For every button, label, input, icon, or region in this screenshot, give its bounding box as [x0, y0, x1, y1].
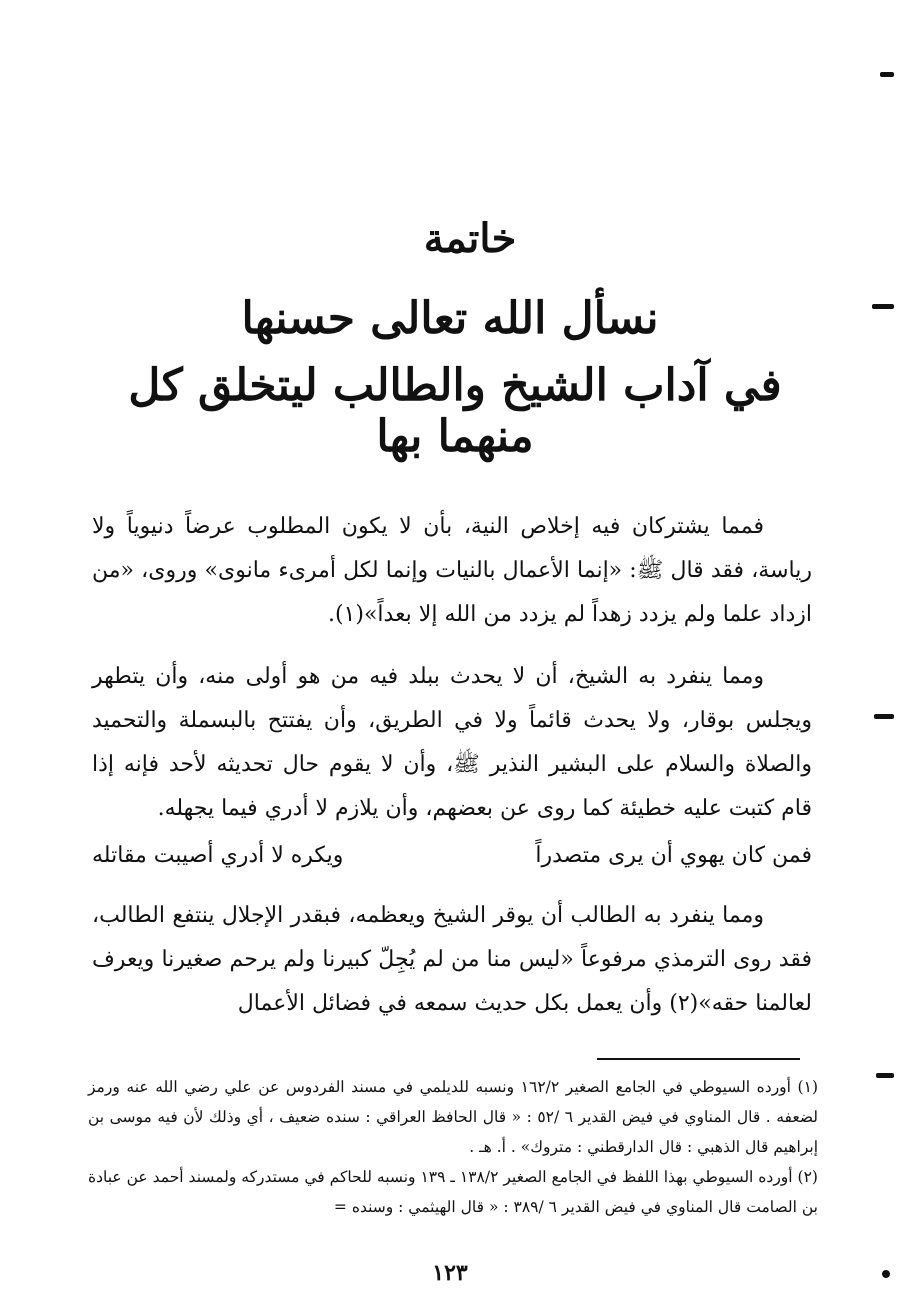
- page-number: ١٢٣: [432, 1260, 468, 1286]
- paragraph-student-etiquette: [92, 894, 812, 1026]
- chapter-title: خاتمة: [423, 215, 517, 262]
- paragraph-intention: [92, 505, 812, 637]
- paragraph-text: فمما يشتركان فيه إخلاص النية، بأن لا يكون المطلوب عرضاً دنيوياً ولا رياسة، فقد قال ﷺ: «إنما الأعمال بالنيات وإنما لكل أمرىء مانوى» وروى، «من ازداد علما ولم يزدد زهداً لم يزدد من الله إلا بعداً»(١).: [92, 514, 812, 627]
- verse-first-hemistich: فمن كان يهوي أن يرى متصدراً: [535, 843, 812, 868]
- footnote-2: (٢) أورده السيوطي بهذا اللفظ في الجامع الصغير ١٣٨/٢ ـ ١٣٩ ونسبه للحاكم في مستدركه ولمسند أحمد عن عبادة بن الصامت قال المناوي في فيض القدير ٦ /٣٨٩ : « قال الهيثمي : وسنده =: [88, 1168, 818, 1216]
- footnotes: [88, 1072, 818, 1222]
- chapter-subtitle-line-2: في آداب الشيخ والطالب ليتخلق كل منهما بها: [128, 360, 782, 462]
- scan-edge-mark: [882, 1270, 890, 1278]
- scan-edge-mark: [874, 714, 894, 719]
- paragraph-text: ومما ينفرد به الشيخ، أن لا يحدث ببلد فيه من هو أولى منه، وأن يتطهر ويجلس بوقار، ولا يحدث قائماً ولا في الطريق، وأن يفتتح بالبسملة والتحميد والصلاة والسلام على البشير النذير ﷺ، وأن لا يقوم حال تحديثه لأحد فإنه إذا قام كتبت عليه خطيئة كما روى عن بعضهم، وأن يلازم لا أدري فيما يجهله.: [92, 664, 812, 821]
- paragraph-sheikh-etiquette: [92, 655, 812, 831]
- chapter-subtitle-line-1: نسأل الله تعالى حسنها: [241, 293, 659, 344]
- verse-second-hemistich: ويكره لا أدري أصيبت مقاتله: [92, 843, 344, 868]
- scan-edge-mark: [876, 1073, 894, 1078]
- paragraph-text: ومما ينفرد به الطالب أن يوقر الشيخ ويعظمه، فبقدر الإجلال ينتفع الطالب، فقد روى الترمذي مرفوعاً «ليس منا من لم يُجِلّ كبيرنا ولم يرحم صغيرنا ويعرف لعالمنا حقه»(٢) وأن يعمل بكل حديث سمعه في فضائل الأعمال: [92, 903, 812, 1016]
- footnote-separator: [597, 1058, 800, 1060]
- poetry-verse: [92, 834, 812, 878]
- scan-edge-mark: [880, 72, 894, 77]
- footnote-1: (١) أورده السيوطي في الجامع الصغير ١٦٢/٢ ونسبه للديلمي في مسند الفردوس عن علي رضي الله عنه ورمز لضعفه . قال المناوي في فيض القدير ٦ /٥٢ : « قال الحافظ العراقي : سنده ضعيف ، أي وذلك لأن فيه موسى بن إبراهيم قال الذهبي : قال الدارقطني : متروك» . أ. هـ .: [88, 1078, 818, 1156]
- scan-edge-mark: [872, 304, 894, 309]
